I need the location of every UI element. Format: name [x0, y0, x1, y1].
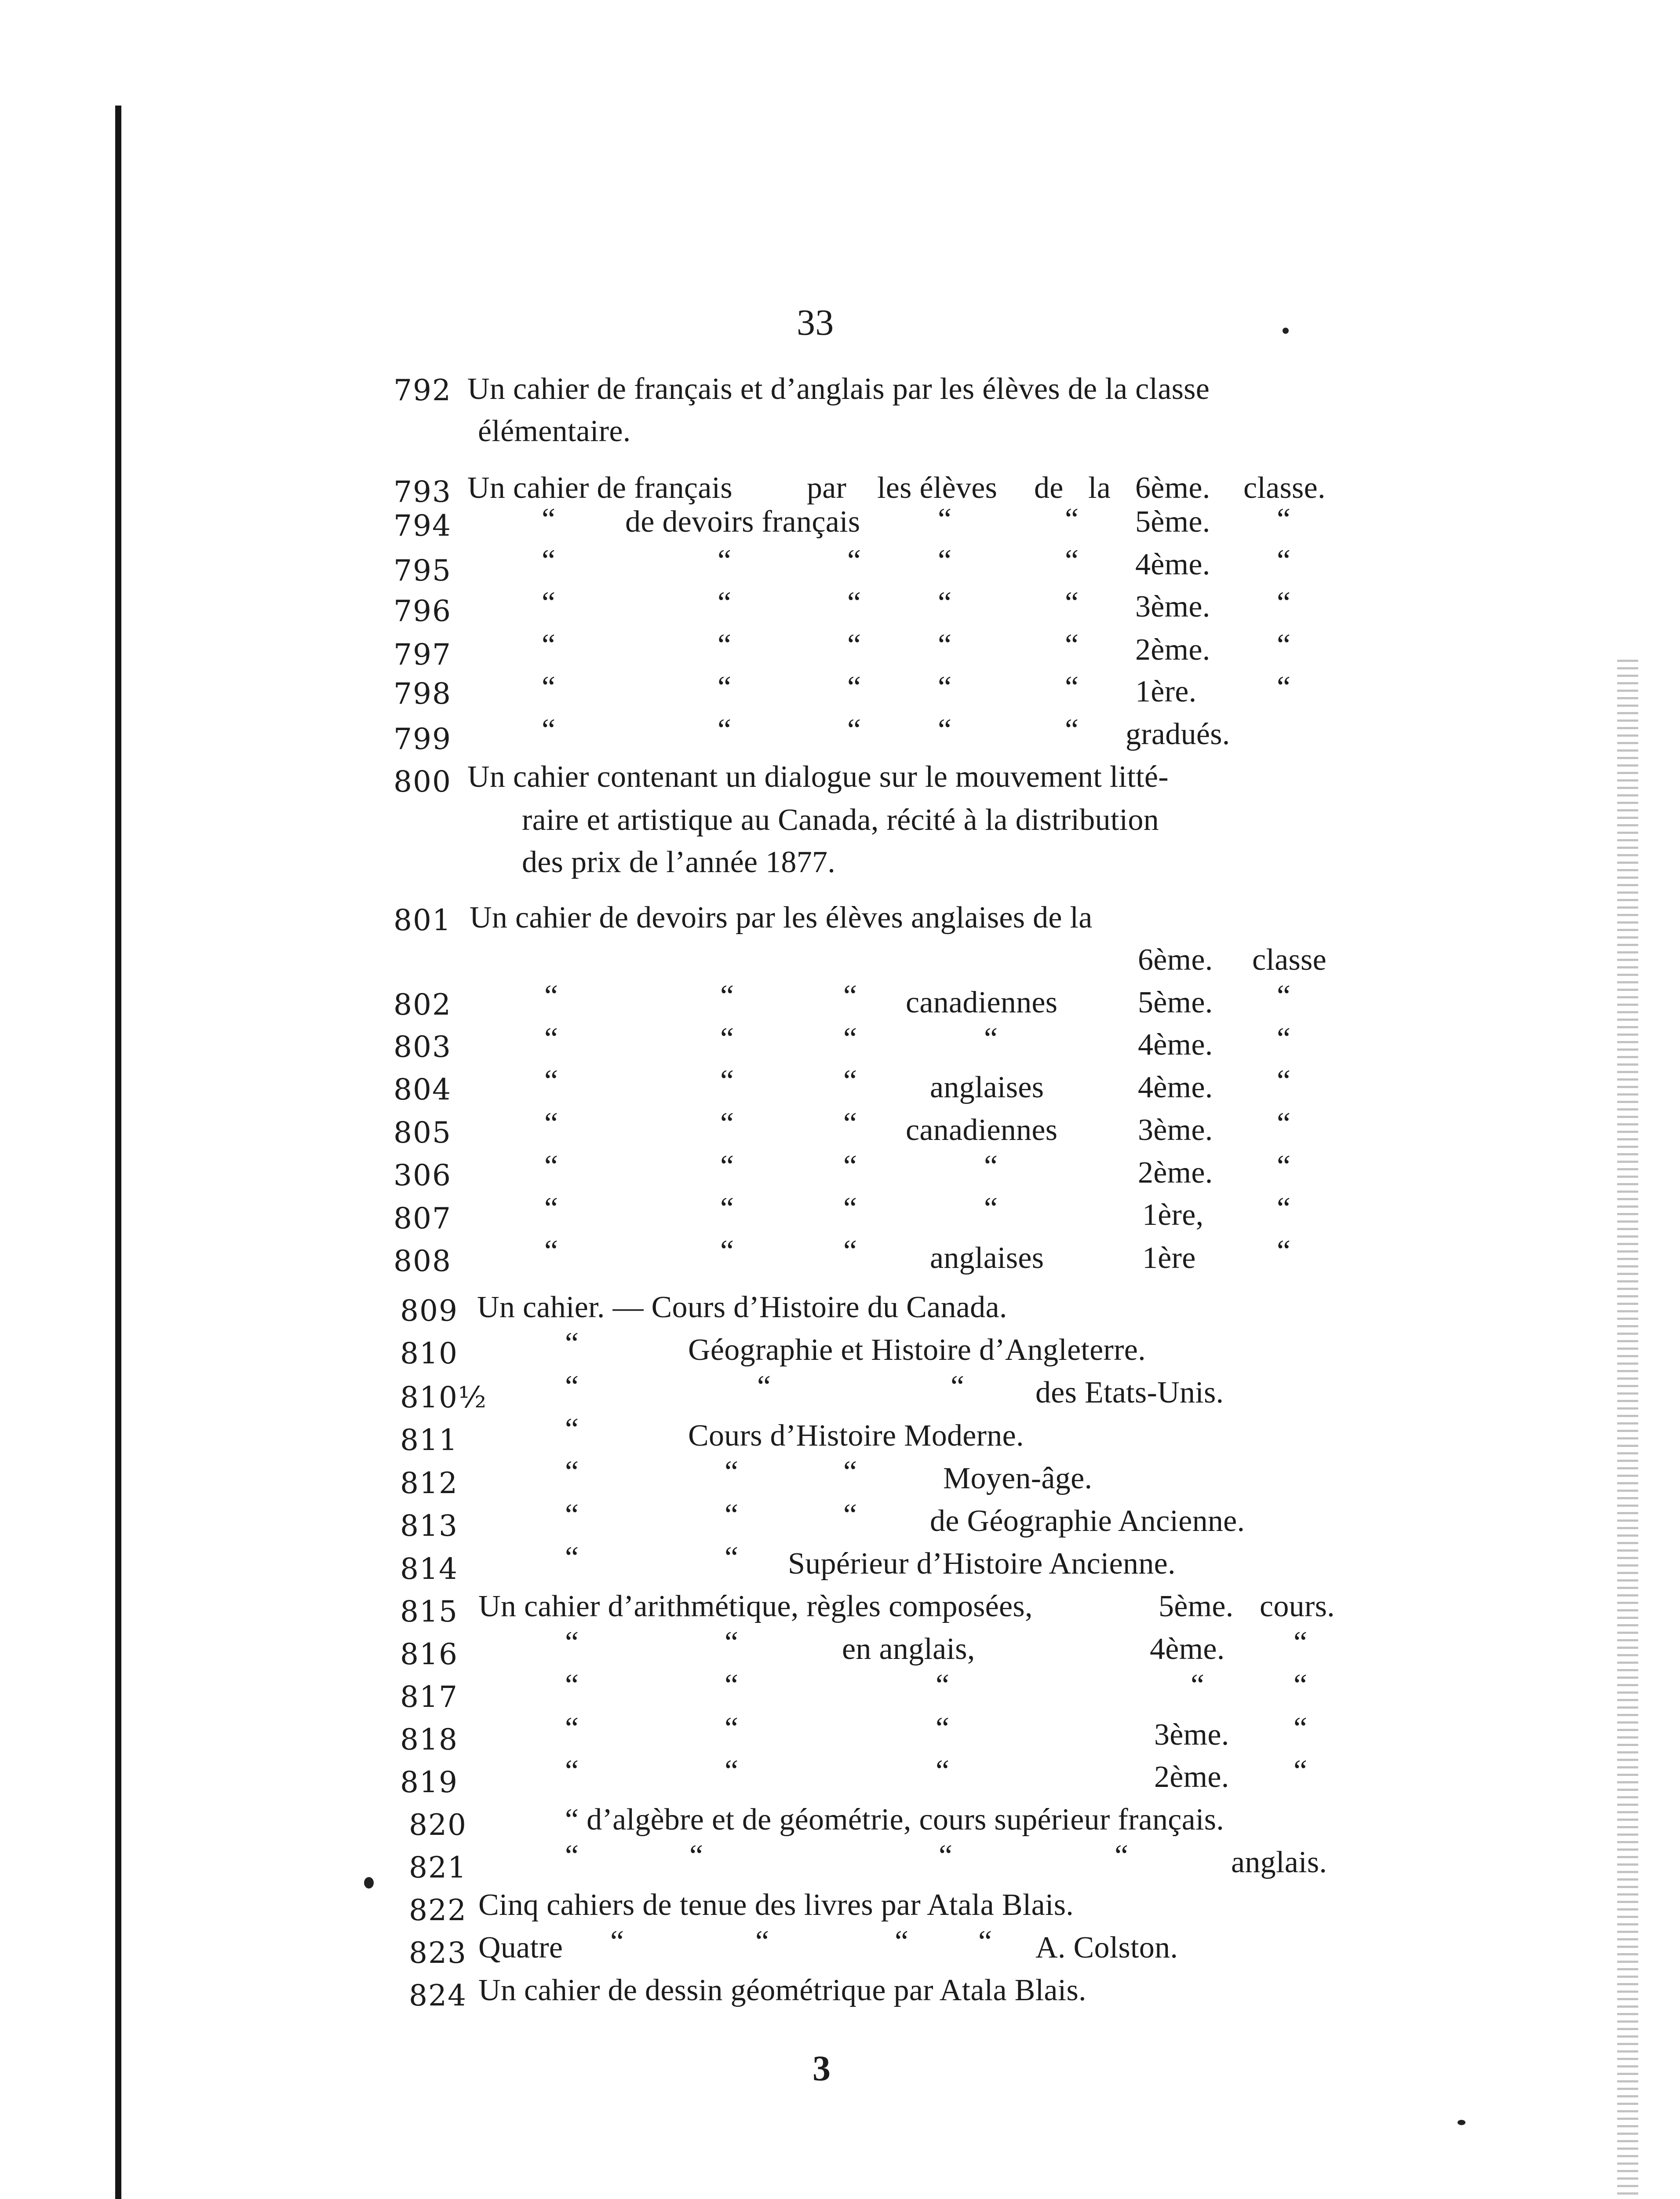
entry-number: 794: [394, 509, 452, 543]
grade-cell: 4ème.: [1150, 1632, 1225, 1666]
entry-text: Supérieur d’Histoire Ancienne.: [788, 1547, 1176, 1581]
entry-cell: canadiennes: [906, 1113, 1058, 1147]
grade-cell: 3ème.: [1138, 1113, 1213, 1147]
ditto-mark: “: [1065, 628, 1079, 662]
ditto-mark: “: [1065, 713, 1079, 747]
grade-cell: gradués.: [1126, 717, 1230, 751]
entry-number: 810: [400, 1337, 458, 1370]
ditto-mark: “: [1277, 1191, 1291, 1225]
ditto-mark: “: [725, 1455, 739, 1489]
grade-cell: 4ème.: [1138, 1028, 1213, 1062]
ditto-mark: “: [1277, 1022, 1291, 1056]
entry-text-cont: élémentaire.: [478, 414, 631, 448]
ditto-mark: “: [938, 670, 952, 704]
ditto-mark: “: [847, 586, 861, 620]
entry-number: 823: [409, 1936, 467, 1970]
grade-cell: 1ère,: [1142, 1198, 1204, 1232]
entry-number: 815: [400, 1595, 458, 1629]
ditto-mark: “: [1065, 544, 1079, 577]
entry-number: 801: [394, 903, 452, 937]
entry-text: Cinq cahiers de tenue des livres par Atala Blais.: [478, 1888, 1074, 1922]
page-edge-shadow: [1617, 660, 1638, 2199]
entry-text: Un cahier de français et d’anglais par les élèves de la classe: [467, 372, 1210, 406]
entry-number: 306: [394, 1158, 452, 1192]
entry-cell: de devoirs français: [625, 505, 860, 539]
ditto-mark: “: [689, 1839, 703, 1873]
ditto-mark: “: [720, 1022, 734, 1056]
ditto-mark: “: [895, 1925, 909, 1958]
entry-number: 800: [394, 765, 452, 799]
entry-number: 822: [409, 1893, 467, 1927]
class-cell: classe.: [1243, 471, 1326, 505]
ditto-mark: “: [718, 628, 732, 662]
ditto-mark: “: [843, 979, 857, 1013]
page-number: 33: [797, 302, 834, 343]
ditto-mark: “: [544, 1022, 558, 1056]
ditto-mark: “: [544, 979, 558, 1013]
ink-speck: [1283, 328, 1289, 334]
ditto-mark: “: [843, 1498, 857, 1532]
entry-cell: de: [1034, 471, 1064, 505]
entry-number: 820: [409, 1808, 467, 1842]
ditto-mark: “: [565, 1326, 579, 1360]
entry-text-cont: des prix de l’année 1877.: [522, 845, 836, 879]
ditto-mark: “: [725, 1668, 739, 1702]
ditto-mark: “: [725, 1754, 739, 1788]
ditto-mark: “: [1294, 1754, 1308, 1788]
grade-cell: 6ème.: [1135, 471, 1210, 505]
entry-number: 799: [394, 722, 452, 756]
entry-number: 808: [394, 1244, 452, 1278]
entry-cell: anglais.: [1231, 1845, 1327, 1879]
ditto-mark: “: [542, 544, 556, 577]
ditto-mark: “: [1065, 502, 1079, 536]
ditto-mark: “: [1191, 1668, 1205, 1702]
entry-cell: A. Colston.: [1035, 1931, 1178, 1965]
grade-cell: 6ème.: [1138, 943, 1213, 977]
ditto-mark: “: [565, 1455, 579, 1489]
ditto-mark: “: [1294, 1668, 1308, 1702]
ditto-mark: “: [1115, 1839, 1129, 1873]
ditto-mark: “: [951, 1370, 965, 1403]
ditto-mark: “: [565, 1370, 579, 1403]
ditto-mark: “: [718, 670, 732, 704]
ditto-mark: “: [720, 1234, 734, 1268]
entry-number: 824: [409, 1979, 467, 2013]
ditto-mark: “: [1277, 979, 1291, 1013]
ditto-mark: “: [936, 1711, 950, 1745]
ditto-mark: “: [843, 1455, 857, 1489]
class-cell: cours.: [1260, 1589, 1335, 1623]
entry-cell: en anglais,: [842, 1632, 975, 1666]
ditto-mark: “: [843, 1064, 857, 1098]
ditto-mark: “: [939, 1839, 953, 1873]
ditto-mark: “: [565, 1839, 579, 1873]
entry-text: Un cahier. — Cours d’Histoire du Canada.: [477, 1290, 1007, 1324]
ditto-mark: “: [720, 1107, 734, 1140]
grade-cell: 2ème.: [1138, 1156, 1213, 1190]
entry-number: 821: [409, 1851, 467, 1885]
entry-text: Un cahier de français: [467, 471, 732, 505]
grade-cell: 4ème.: [1135, 548, 1210, 581]
entry-cell: la: [1088, 471, 1111, 505]
ditto-mark: “: [544, 1191, 558, 1225]
ditto-mark: “: [757, 1370, 771, 1403]
ditto-mark: “: [843, 1022, 857, 1056]
class-cell: classe: [1252, 943, 1327, 977]
entry-cell: anglaises: [930, 1241, 1044, 1275]
ditto-mark: “: [1065, 586, 1079, 620]
ditto-mark: “: [565, 1668, 579, 1702]
entry-number: 798: [394, 677, 452, 711]
ditto-mark: “: [936, 1668, 950, 1702]
entry-number: 792: [394, 373, 452, 407]
ditto-mark: “: [718, 586, 732, 620]
ditto-mark: “: [1277, 502, 1291, 536]
ditto-mark: “: [984, 1191, 998, 1225]
ditto-mark: “: [565, 1541, 579, 1574]
grade-cell: 5ème.: [1138, 986, 1213, 1019]
ditto-mark: “: [1277, 670, 1291, 704]
grade-cell: 2ème.: [1135, 633, 1210, 667]
ditto-mark: “: [720, 1191, 734, 1225]
entry-number: 805: [394, 1116, 452, 1150]
ditto-mark: “: [1277, 544, 1291, 577]
ditto-mark: “: [984, 1149, 998, 1183]
ditto-mark: “: [720, 979, 734, 1013]
ditto-mark: “: [720, 1149, 734, 1183]
entry-text: Cours d’Histoire Moderne.: [688, 1419, 1024, 1453]
ditto-mark: “: [1277, 1107, 1291, 1140]
grade-cell: 4ème.: [1138, 1070, 1213, 1104]
ditto-mark: “: [544, 1149, 558, 1183]
ditto-mark: “: [1277, 1149, 1291, 1183]
ditto-mark: “: [847, 628, 861, 662]
entry-number: 795: [394, 554, 452, 588]
entry-text: Moyen-âge.: [943, 1461, 1093, 1495]
entry-text: Quatre: [478, 1931, 563, 1965]
ditto-mark: “: [542, 628, 556, 662]
grade-cell: 3ème.: [1135, 590, 1210, 624]
entry-number: 796: [394, 594, 452, 628]
entry-text: Un cahier de dessin géométrique par Atala Blais.: [478, 1973, 1086, 2007]
ink-speck: [364, 1877, 374, 1889]
ditto-mark: “: [1294, 1626, 1308, 1659]
entry-number: 813: [400, 1509, 458, 1543]
entry-number: 802: [394, 988, 452, 1022]
ditto-mark: “: [843, 1191, 857, 1225]
ditto-mark: “: [938, 544, 952, 577]
ditto-mark: “: [1277, 586, 1291, 620]
ink-speck: [1458, 2120, 1465, 2125]
entry-cell: canadiennes: [906, 986, 1058, 1019]
ditto-mark: “: [544, 1234, 558, 1268]
entry-number: 809: [400, 1294, 458, 1328]
entry-number: 812: [400, 1466, 458, 1500]
entry-text: “ d’algèbre et de géométrie, cours supérieur français.: [565, 1803, 1224, 1837]
ditto-mark: “: [725, 1541, 739, 1574]
entry-number: 818: [400, 1723, 458, 1757]
ditto-mark: “: [565, 1711, 579, 1745]
entry-text: des Etats-Unis.: [1035, 1376, 1224, 1410]
ditto-mark: “: [725, 1626, 739, 1659]
grade-cell: 3ème.: [1154, 1718, 1229, 1752]
ditto-mark: “: [725, 1498, 739, 1532]
ditto-mark: “: [847, 544, 861, 577]
grade-cell: 5ème.: [1159, 1589, 1234, 1623]
ditto-mark: “: [755, 1925, 769, 1958]
ditto-mark: “: [565, 1626, 579, 1659]
ditto-mark: “: [542, 670, 556, 704]
ditto-mark: “: [1277, 1064, 1291, 1098]
entry-number: 819: [400, 1765, 458, 1799]
ditto-mark: “: [542, 713, 556, 747]
ditto-mark: “: [843, 1107, 857, 1140]
ditto-mark: “: [1294, 1711, 1308, 1745]
entry-cell: les élèves: [877, 471, 998, 505]
entry-cell: par: [807, 471, 847, 505]
ditto-mark: “: [720, 1064, 734, 1098]
ditto-mark: “: [847, 670, 861, 704]
entry-number: 803: [394, 1030, 452, 1064]
entry-number: 816: [400, 1637, 458, 1671]
ditto-mark: “: [938, 713, 952, 747]
entry-number: 804: [394, 1073, 452, 1107]
ditto-mark: “: [544, 1064, 558, 1098]
ditto-mark: “: [718, 713, 732, 747]
entry-text: Un cahier contenant un dialogue sur le mouvement litté-: [467, 760, 1169, 794]
ditto-mark: “: [1065, 670, 1079, 704]
ditto-mark: “: [938, 586, 952, 620]
entry-number: 811: [400, 1423, 458, 1457]
ditto-mark: “: [542, 502, 556, 536]
grade-cell: 1ère.: [1135, 675, 1197, 709]
grade-cell: 5ème.: [1135, 505, 1210, 539]
ditto-mark: “: [938, 628, 952, 662]
entry-number: 817: [400, 1680, 458, 1714]
ditto-mark: “: [984, 1022, 998, 1056]
entry-cell: anglaises: [930, 1070, 1044, 1104]
signature-mark: 3: [813, 2048, 831, 2088]
ditto-mark: “: [718, 544, 732, 577]
ditto-mark: “: [565, 1754, 579, 1788]
entry-text: Géographie et Histoire d’Angleterre.: [688, 1333, 1146, 1367]
ditto-mark: “: [938, 502, 952, 536]
entry-number: 810½: [400, 1381, 487, 1414]
entry-number: 793: [394, 475, 452, 509]
ditto-mark: “: [936, 1754, 950, 1788]
ditto-mark: “: [725, 1711, 739, 1745]
ditto-mark: “: [847, 713, 861, 747]
entry-text: Un cahier de devoirs par les élèves anglaises de la: [470, 901, 1093, 935]
ditto-mark: “: [1277, 1234, 1291, 1268]
ditto-mark: “: [544, 1107, 558, 1140]
ditto-mark: “: [978, 1925, 992, 1958]
ditto-mark: “: [610, 1925, 624, 1958]
entry-number: 797: [394, 638, 452, 672]
ditto-mark: “: [542, 586, 556, 620]
binding-edge: [115, 106, 121, 2199]
ditto-mark: “: [565, 1412, 579, 1446]
grade-cell: 1ère: [1142, 1241, 1196, 1275]
grade-cell: 2ème.: [1154, 1760, 1229, 1794]
ditto-mark: “: [843, 1149, 857, 1183]
entry-text-cont: raire et artistique au Canada, récité à la distribution: [522, 803, 1159, 837]
ditto-mark: “: [1277, 628, 1291, 662]
entry-number: 814: [400, 1552, 458, 1586]
ditto-mark: “: [565, 1498, 579, 1532]
entry-number: 807: [394, 1202, 452, 1235]
entry-text: de Géographie Ancienne.: [930, 1504, 1245, 1538]
ditto-mark: “: [843, 1234, 857, 1268]
entry-text: Un cahier d’arithmétique, règles composées,: [478, 1589, 1033, 1623]
